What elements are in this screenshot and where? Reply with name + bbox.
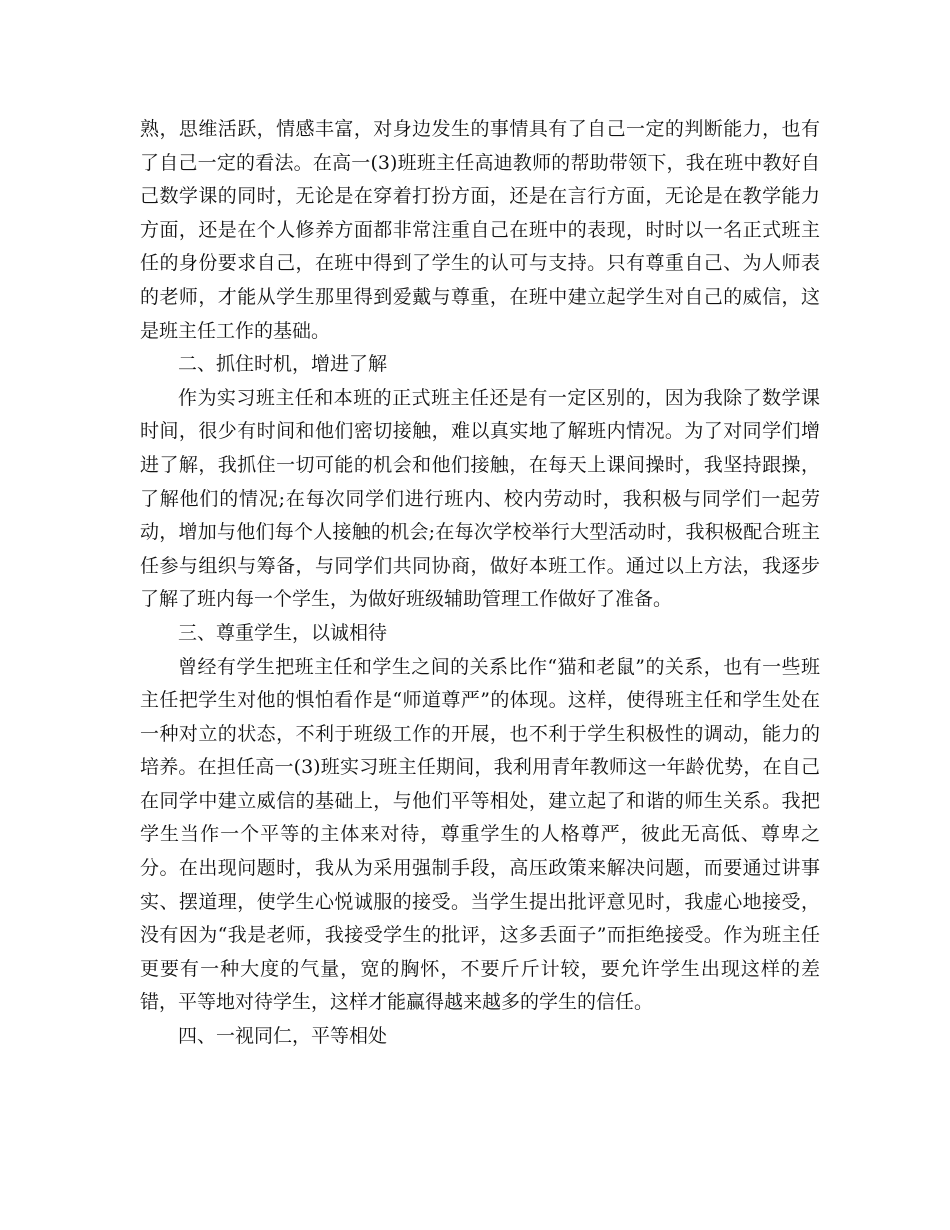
document-body xyxy=(140,113,820,1054)
paragraph-intro-continuation: 熟，思维活跃，情感丰富，对身边发生的事情具有了自己一定的判断能力，也有了自己一定的看法。在高一(3)班班主任高迪教师的帮助带领下，我在班中教好自己数学课的同时，无论是在穿着打扮方面，还是在言行方面，无论是在教学能力方面，还是在个人修养方面都非常注重自己在班中的表现，时时以一名正式班主任的身份要求自己，在班中得到了学生的认可与支持。只有尊重自己、为人师表的老师，才能从学生那里得到爱戴与尊重，在班中建立起学生对自己的威信，这是班主任工作的基础。 xyxy=(140,118,820,342)
section-heading-3: 三、尊重学生，以诚相待 xyxy=(178,621,388,644)
section-heading-2: 二、抓住时机，增进了解 xyxy=(178,353,388,376)
section-heading-4: 四、一视同仁，平等相处 xyxy=(178,1025,388,1048)
paragraph-section-3: 曾经有学生把班主任和学生之间的关系比作“猫和老鼠”的关系，也有一些班主任把学生对他的惧怕看作是“师道尊严”的体现。这样，使得班主任和学生处在一种对立的状态，不利于班级工作的开展，也不利于学生积极性的调动，能力的培养。在担任高一(3)班实习班主任期间，我利用青年教师这一年龄优势，在自己在同学中建立威信的基础上，与他们平等相处，建立起了和谐的师生关系。我把学生当作一个平等的主体来对待，尊重学生的人格尊严，彼此无高低、尊卑之分。在出现问题时，我从为采用强制手段，高压政策来解决问题，而要通过讲事实、摆道理，使学生心悦诚服的接受。当学生提出批评意见时，我虚心地接受，没有因为“我是老师，我接受学生的批评，这多丢面子”而拒绝接受。作为班主任更要有一种大度的气量，宽的胸怀，不要斤斤计较，要允许学生出现这样的差错，平等地对待学生，这样才能赢得越来越多的学生的信任。 xyxy=(140,655,820,1014)
paragraph-section-2: 作为实习班主任和本班的正式班主任还是有一定区别的，因为我除了数学课时间，很少有时间和他们密切接触，难以真实地了解班内情况。为了对同学们增进了解，我抓住一切可能的机会和他们接触，在每天上课间操时，我坚持跟操，了解他们的情况;在每次同学们进行班内、校内劳动时，我积极与同学们一起劳动，增加与他们每个人接触的机会;在每次学校举行大型活动时，我积极配合班主任参与组织与筹备，与同学们共同协商，做好本班工作。通过以上方法，我逐步了解了班内每一个学生，为做好班级辅助管理工作做好了准备。 xyxy=(140,386,820,611)
